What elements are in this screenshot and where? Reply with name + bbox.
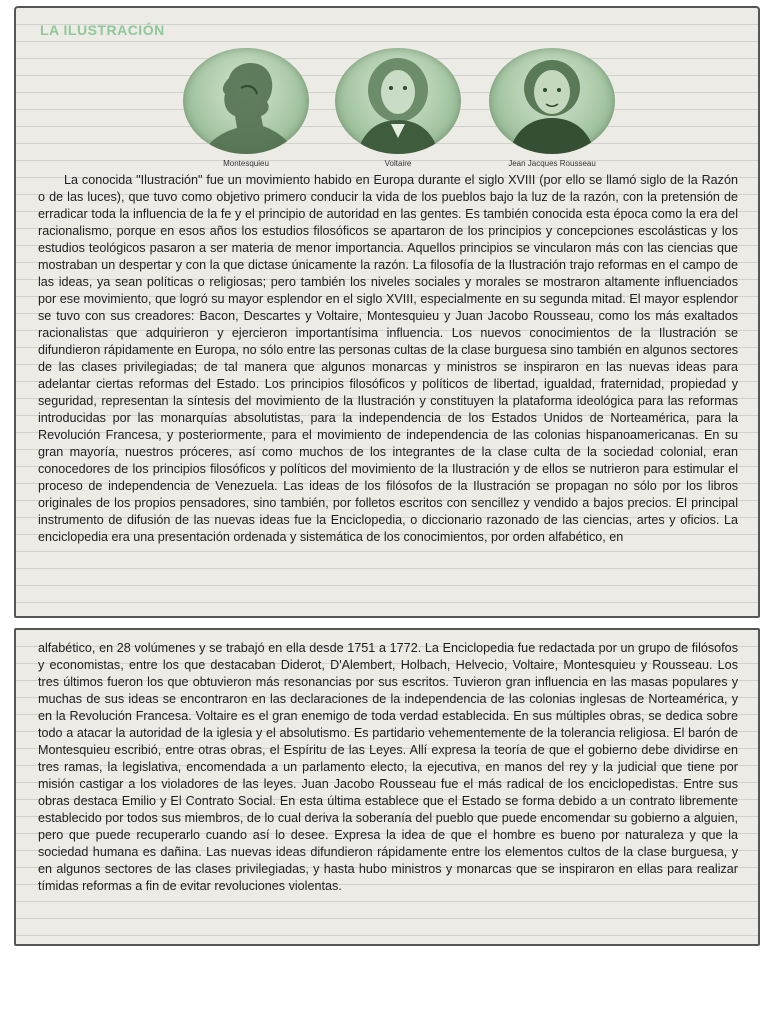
portrait-montesquieu [176,48,316,168]
portrait-front-icon [489,48,615,154]
page-scan-bottom [14,628,760,946]
paragraph-enciclopedia: alfabético, en 28 volúmenes y se trabajó en ella desde 1751 a 1772. La Enciclopedia fue redactada por un grupo de filósofos y economistas, entre los que destacaban Diderot, D'Alembert, Holbach, Helvecio, Voltaire, Montesquieu y Rousseau. Los tres últimos fueron los que obtuvieron más resonancias por sus escritos. Tuvieron gran influencia en las masas populares y muchas de sus ideas se encontraron en las declaraciones de la independencia de las colonias inglesas de Norteamérica, y en la Revolución Francesa. Voltaire es el gran enemigo de toda verdad establecida. En sus múltiples obras, se dedica sobre todo a atacar la autoridad de la iglesia y el absolutismo. Es partidario vehementemente de la tolerancia religiosa. El barón de Montesquieu escribió, entre otras obras, el Espíritu de las Leyes. Allí expresa la teoría de que el gobierno debe dividirse en tres ramas, la legislativa, encomendada a un parlamento electo, la ejecutiva, en manos del rey y la judicial que tiene por misión castigar a los violadores de las leyes. Juan Jacobo Rousseau fue el más radical de los enciclopedistas. Entre sus obras destaca Emilio y El Contrato Social. En esta última establece que el Estado se forma debido a un contrato libremente establecido por todos sus miembros, de lo cual deriva la soberanía del pueblo que puede encomendar su gobierno a alguien, pero que puede recuperarlo cuando así lo desee. Expresa la idea de que el hombre es bueno por naturaleza y que la sociedad humana es dañina. Las nuevas ideas difundieron rápidamente entre los elementos cultos de la clase burguesa, y en algunos sectores de las clases privilegiadas, y hasta hubo ministros y monarcas que se inspiraron en ellas para realizar tímidas reformas a fin de evitar revoluciones violentas. [38,641,738,893]
paragraph-ilustracion: La conocida "Ilustración" fue un movimiento habido en Europa durante el siglo XVIII (por ello se llamó siglo de la Razón o de las luces), que tuvo como objetivo primero conducir la vida de los pueblos bajo la luz de la razón, con la pretensión de erradicar toda la influencia de la fe y el principio de autoridad en las gentes. Es también conocida esta época como la era del racionalismo, porque en esos años los estudios filosóficos se apartaron de los principios y concepciones escolásticas y los estudios teológicos pasaron a ser materia de menor importancia. Aquellos principios se vincularon más con las ciencias que mostraban un despertar y con la que dictase únicamente la razón. La filosofía de la Ilustración trajo reformas en el campo de las ideas, ya sean políticas o religiosas; pero también los niveles sociales y morales se mostraron altamente influenciados por ese movimiento, que logró su mayor esplendor en el siglo XVIII, especialmente en su segunda mitad. El mayor esplendor se tuvo con sus creadores: Bacon, Descartes y Voltaire, Montesquieu y Juan Jacobo Rousseau, como los más exaltados racionalistas que adquirieron y ejercieron importantísima influencia. Los nuevos conocimientos de la Ilustración se difundieron rápidamente en Europa, no sólo entre las personas cultas de la clase burguesa sino también en algunos sectores de las clases privilegiadas; de tal manera que algunos monarcas y ministros se inspiraron en las nuevas ideas para adelantar ciertas reformas del Estado. Los principios filosóficos y políticos de libertad, igualdad, fraternidad, propiedad y seguridad, representan la síntesis del movimiento de la Ilustración y constituyen la plataforma ideológica para las reformas introducidas por las monarquías absolutistas, para la independencia de los Estados Unidos de Norteamérica, para la Revolución Francesa, y posteriormente, para el movimiento de independencia de las colonias hispanoamericanas. En su gran mayoría, nuestros próceres, así como muchos de los integrantes de la clase culta de la sociedad colonial, eran conocedores de los principios filosóficos y políticos del movimiento de la Ilustración y de ellos se nutrieron para estimular el proceso de independencia de Venezuela. Las ideas de los filósofos de la Ilustración se propagan no sólo por los libros originales de los propios pensadores, sino también, por folletos escritos con sencillez y vendido a bajos precios. El principal instrumento de difusión de las nuevas ideas fue la Enciclopedia, o diccionario razonado de las ciencias, artes y oficios. La enciclopedia era una presentación ordenada y sistemática de los conocimientos, por orden alfabético, en [38,173,738,544]
portrait-row [16,48,760,178]
section-title: LA ILUSTRACIÓN [40,22,165,38]
portrait-caption: Voltaire [384,159,412,168]
portrait-voltaire [328,48,468,168]
portrait-caption: Jean Jacques Rousseau [508,159,596,168]
portrait-rousseau [482,48,622,168]
portrait-wig-icon [335,48,461,154]
portrait-caption: Montesquieu [223,159,269,168]
portrait-profile-icon [183,48,309,154]
page-scan-top [14,6,760,618]
